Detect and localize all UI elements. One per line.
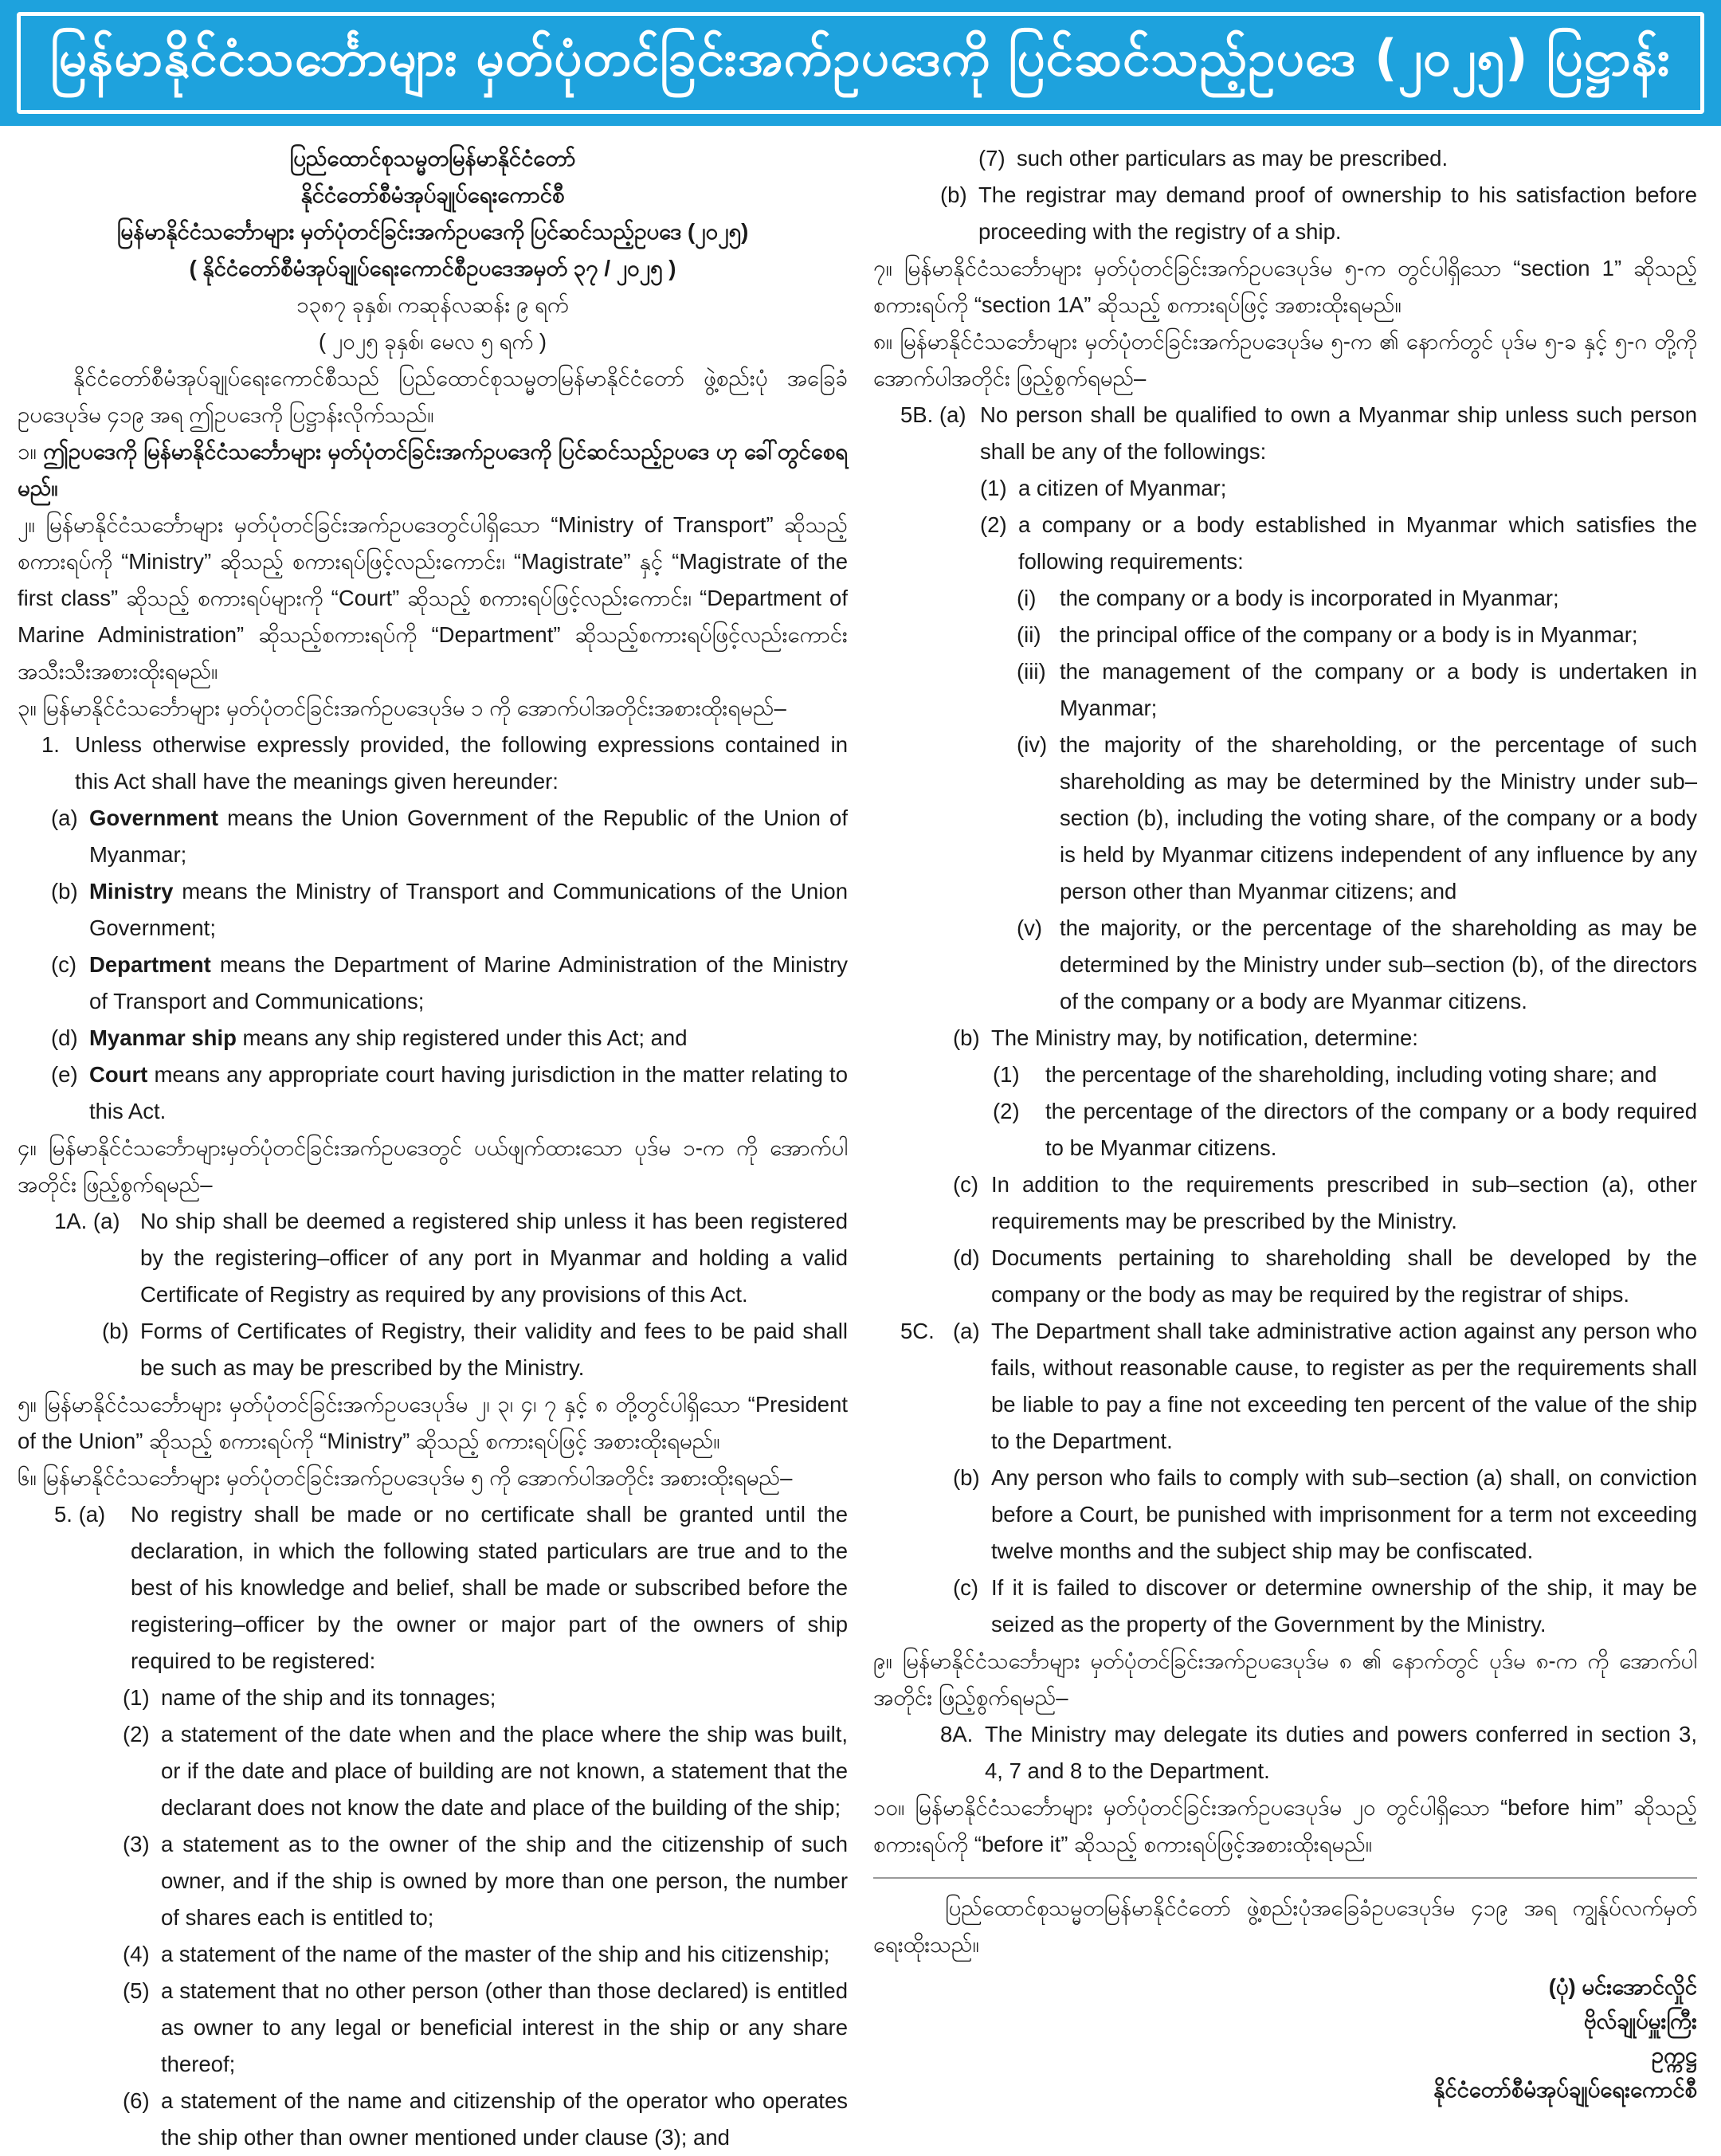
header-line-4: ( နိုင်ငံတော်စီမံအုပ်ချုပ်ရေးကောင်စီဥပဒေအမှတ် ၃၇ / ၂၀၂၅ ) <box>189 256 676 280</box>
notification-item <box>873 1056 1697 1093</box>
definition-label: (b) <box>51 879 78 904</box>
signature-rank: ဗိုလ်ချုပ်မှူးကြီး <box>1583 2009 1697 2033</box>
particular-label: (3) <box>123 1832 150 1856</box>
section-3-clause-1 <box>18 727 848 800</box>
particular-item <box>18 1936 848 1973</box>
definition-item <box>18 873 848 947</box>
section-8 <box>873 323 1697 397</box>
section-9 <box>873 1643 1697 1716</box>
clause-text: Any person who fails to comply with sub–section (a) shall, on conviction before a Court, be punished with imprisonment for a term not exceeding twelve months and the subject ship may be confiscated. <box>991 1465 1697 1563</box>
clause-label: 1. <box>41 732 60 757</box>
section-10-text: မြန်မာနိုင်ငံသင်္ဘောများ မှတ်ပုံတင်ခြင်းအက်ဥပဒေပုဒ်မ ၂၀ တွင်ပါရှိသော “before him” ဆိုသည့် စကားရပ်ကို “before it” ဆိုသည့် စကားရပ်ဖြင့်အစားထိုးရမည်။ <box>873 1795 1697 1856</box>
clause-label: (a) <box>953 1319 980 1343</box>
definition-label: (e) <box>51 1062 78 1087</box>
section-5c-clause-b <box>873 1460 1697 1570</box>
particular-label: (7) <box>978 146 1006 171</box>
definition-term: Court <box>89 1062 148 1087</box>
clause-text: If it is failed to discover or determine ownership of the ship, it may be seized as the property of the Government by the Ministry. <box>991 1575 1697 1637</box>
banner-title: မြန်မာနိုင်ငံသင်္ဘောများ မှတ်ပုံတင်ခြင်းအက်ဥပဒေကို ပြင်ဆင်သည့်ဥပဒေ (၂၀၂၅) ပြဋ္ဌာန်း <box>17 12 1704 114</box>
particular-item <box>18 1680 848 1716</box>
definition-body: means the Ministry of Transport and Communications of the Union Government; <box>89 879 848 940</box>
definitions-list <box>18 800 848 1130</box>
notification-item <box>873 1093 1697 1166</box>
definition-text <box>89 1056 848 1130</box>
particular-item <box>18 1826 848 1936</box>
section-10 <box>873 1789 1697 1863</box>
definition-term: Government <box>89 806 218 830</box>
particular-label: (5) <box>123 1978 150 2003</box>
clause-text: No registry shall be made or no certificate shall be granted until the declaration, in which the following stated particulars are true and to the best of his knowledge and belief, shall be made or subscribed before the registering–officer by the owner or major part of the owners of ship required to be registered: <box>131 1502 848 1673</box>
clause-label: (c) <box>953 1172 979 1197</box>
clause-label: (b) <box>953 1465 980 1490</box>
section-8-text: မြန်မာနိုင်ငံသင်္ဘောများ မှတ်ပုံတင်ခြင်းအက်ဥပဒေပုဒ်မ ၅-က ၏ နောက်တွင် ပုဒ်မ ၅-ခ နှင့် ၅-ဂ တို့ကို အောက်ပါအတိုင်း ဖြည့်စွက်ရမည်– <box>873 329 1697 390</box>
clause-label: (c) <box>953 1575 979 1600</box>
definition-text <box>89 1020 848 1056</box>
clause-text: Unless otherwise expressly provided, the following expressions contained in this Act shall have the meanings given hereunder: <box>75 732 848 794</box>
signature-block <box>873 1970 1697 2107</box>
section-5 <box>18 1386 848 1460</box>
requirement-text: the management of the company or a body is undertaken in Myanmar; <box>1060 659 1697 720</box>
definition-item <box>18 947 848 1020</box>
section-7-text: မြန်မာနိုင်ငံသင်္ဘောများ မှတ်ပုံတင်ခြင်းအက်ဥပဒေပုဒ်မ ၅-က တွင်ပါရှိသော “section 1” ဆိုသည့် စကားရပ်ကို “section 1A” ဆိုသည့် စကားရပ်ဖြင့် အစားထိုးရမည်။ <box>873 256 1697 317</box>
clause-text: The registrar may demand proof of ownership to his satisfaction before proceeding with the registry of a ship. <box>978 182 1697 244</box>
section-5c-clause-a <box>873 1313 1697 1460</box>
definition-item <box>18 1056 848 1130</box>
clause-label: 8A. <box>940 1722 974 1746</box>
definition-text <box>89 800 848 873</box>
section-10-number: ၁၀။ <box>873 1795 905 1820</box>
header-block <box>18 140 848 287</box>
item-label: (1) <box>980 476 1007 500</box>
particular-item <box>18 1716 848 1826</box>
section-7 <box>873 250 1697 323</box>
section-5-number: ၅။ <box>18 1392 37 1417</box>
definition-term: Department <box>89 952 211 977</box>
definition-item <box>18 800 848 873</box>
definition-label: (a) <box>51 806 78 830</box>
clause-text: The Ministry may, by notification, determine: <box>991 1025 1418 1050</box>
requirement-text: the principal office of the company or a body is in Myanmar; <box>1060 622 1638 647</box>
clause-label: (b) <box>940 182 967 207</box>
section-5c-label: 5C. <box>900 1319 935 1343</box>
title-banner <box>0 0 1721 126</box>
header-line-2: နိုင်ငံတော်စီမံအုပ်ချုပ်ရေးကောင်စီ <box>300 182 565 207</box>
requirement-item <box>873 617 1697 653</box>
clause-text: The Ministry may delegate its duties and powers conferred in section 3, 4, 7 and 8 to the Department. <box>985 1722 1697 1783</box>
requirements-list <box>873 580 1697 1020</box>
signature-title: ဥက္ကဋ္ဌ <box>1651 2043 1697 2068</box>
section-1 <box>18 433 848 507</box>
definition-item <box>18 1020 848 1056</box>
notification-label: (1) <box>993 1062 1020 1087</box>
section-5-text: မြန်မာနိုင်ငံသင်္ဘောများ မှတ်ပုံတင်ခြင်းအက်ဥပဒေပုဒ်မ ၂၊ ၃၊ ၄၊ ၇ နှင့် ၈ တို့တွင်ပါရှိသော “President of the Union” ဆိုသည့် စကားရပ်ကို “Ministry” ဆိုသည့် စကားရပ်ဖြင့် အစားထိုးရမည်။ <box>18 1392 849 1453</box>
notification-text: the percentage of the directors of the company or a body required to be Myanmar citizens. <box>1045 1099 1697 1160</box>
section-9-text: မြန်မာနိုင်ငံသင်္ဘောများ မှတ်ပုံတင်ခြင်းအက်ဥပဒေပုဒ်မ ၈ ၏ နောက်တွင် ပုဒ်မ ၈-က ကို အောက်ပါအတိုင်း ဖြည့်စွက်ရမည်– <box>873 1648 1697 1710</box>
particular-text: a statement that no other person (other than those declared) is entitled as owner to any legal or beneficial interest in the ship or any share thereof; <box>161 1978 848 2076</box>
particular-text: a statement of the name and citizenship of the operator who operates the ship other than owner mentioned under clause (3); and <box>161 2088 848 2150</box>
clause-label: (d) <box>953 1245 980 1270</box>
particular-label: (6) <box>123 2088 150 2113</box>
item-label: (2) <box>980 512 1007 537</box>
section-3-number: ၃။ <box>18 696 37 720</box>
requirement-text: the majority of the shareholding, or the percentage of such shareholding as may be determined by the Ministry under sub–section (b), including the voting share, of the company or a body is held by Myanmar citizens independent of any influence by any person other than Myanmar citizens; and <box>1060 732 1697 904</box>
clause-label: 5. (a) <box>54 1502 106 1527</box>
section-6-number: ၆။ <box>18 1465 37 1490</box>
definition-body: means the Department of Marine Administration of the Ministry of Transport and Communications; <box>89 952 848 1013</box>
particular-item <box>18 2083 848 2156</box>
requirement-item <box>873 727 1697 910</box>
particular-label: (4) <box>123 1942 150 1966</box>
section-5b-clause-b <box>873 1020 1697 1056</box>
requirement-label: (ii) <box>1017 622 1041 647</box>
date-block <box>18 287 848 360</box>
section-5-clause-b <box>873 177 1697 250</box>
definition-body: means any appropriate court having jurisdiction in the matter relating to this Act. <box>89 1062 848 1123</box>
section-3-text: မြန်မာနိုင်ငံသင်္ဘောများ မှတ်ပုံတင်ခြင်းအက်ဥပဒေပုဒ်မ ၁ ကို အောက်ပါအတိုင်းအစားထိုးရမည်– <box>42 696 786 720</box>
section-7-number: ၇။ <box>873 256 892 280</box>
section-4-clause-1b <box>18 1313 848 1386</box>
requirement-item <box>873 653 1697 727</box>
clause-text: In addition to the requirements prescribed in sub–section (a), other requirements may be prescribed by the Ministry. <box>991 1172 1697 1233</box>
particular-text: a statement as to the owner of the ship and the citizenship of such owner, and if the ship is owned by more than one person, the number of shares each is entitled to; <box>161 1832 848 1930</box>
section-5b-item-1 <box>873 470 1697 507</box>
section-1-number: ၁။ <box>18 439 37 464</box>
section-8a-clause <box>873 1716 1697 1789</box>
section-1-text: ဤဥပဒေကို မြန်မာနိုင်ငံသင်္ဘောများ မှတ်ပုံတင်ခြင်းအက်ဥပဒေကို ပြင်ဆင်သည့်ဥပဒေ ဟု ခေါ်တွင်စေရမည်။ <box>18 439 848 500</box>
clause-label: 5B. (a) <box>900 402 966 427</box>
clause-label: (b) <box>953 1025 980 1050</box>
clause-text: Forms of Certificates of Registry, their validity and fees to be paid shall be such as may be prescribed by the Ministry. <box>140 1319 848 1380</box>
intro-paragraph: နိုင်ငံတော်စီမံအုပ်ချုပ်ရေးကောင်စီသည် ပြည်ထောင်စုသမ္မတမြန်မာနိုင်ငံတော် ဖွဲ့စည်းပုံ အခြေခံဥပဒေပုဒ်မ ၄၁၉ အရ ဤဥပဒေကို ပြဋ္ဌာန်းလိုက်သည်။ <box>18 366 848 427</box>
section-5c-clause-c <box>873 1570 1697 1643</box>
clause-text: Documents pertaining to shareholding shall be developed by the company or the body as may be required by the registrar of ships. <box>991 1245 1697 1307</box>
section-2-text: မြန်မာနိုင်ငံသင်္ဘောများ မှတ်ပုံတင်ခြင်းအက်ဥပဒေတွင်ပါရှိသော “Ministry of Transport” ဆိုသည့် စကားရပ်ကို “Ministry” ဆိုသည့် စကားရပ်ဖြင့်လည်းကောင်း၊ “Magistrate” နှင့် “Magistrate of the first class” ဆိုသည့် စကားရပ်များကို “Court” ဆိုသည့် စကားရပ်ဖြင့်လည်းကောင်း၊ “Department of Marine Administration” ဆိုသည့်စကားရပ်ကို “Department” ဆိုသည့်စကားရပ်ဖြင့်လည်းကောင်း အသီးသီးအစားထိုးရမည်။ <box>18 512 848 684</box>
section-4-text: မြန်မာနိုင်ငံသင်္ဘောများမှတ်ပုံတင်ခြင်းအက်ဥပဒေတွင် ပယ်ဖျက်ထားသော ပုဒ်မ ၁-က ကို အောက်ပါအတိုင်း ဖြည့်စွက်ရမည်– <box>18 1135 848 1197</box>
section-4 <box>18 1130 848 1203</box>
left-column <box>18 140 848 2156</box>
notification-label: (2) <box>993 1099 1020 1123</box>
requirement-item <box>873 910 1697 1020</box>
definition-label: (d) <box>51 1025 78 1050</box>
particular-text: such other particulars as may be prescribed. <box>1017 146 1449 171</box>
right-column <box>873 140 1697 2107</box>
particular-text: a statement of the date when and the place where the ship was built, or if the date and place of building are not known, a statement that the declarant does not know the date and place of the building of the ship; <box>161 1722 848 1820</box>
section-8-number: ၈။ <box>873 329 893 354</box>
requirement-item <box>873 580 1697 617</box>
header-line-1: ပြည်ထောင်စုသမ္မတမြန်မာနိုင်ငံတော် <box>289 146 576 171</box>
definition-label: (c) <box>51 952 77 977</box>
section-5b-clause-d <box>873 1240 1697 1313</box>
requirement-label: (iii) <box>1017 659 1046 684</box>
section-3 <box>18 690 848 727</box>
section-9-number: ၉။ <box>873 1648 892 1673</box>
definition-term: Myanmar ship <box>89 1025 237 1050</box>
header-line-6: ( ၂၀၂၅ ခုနှစ်၊ မေလ ၅ ရက် ) <box>318 329 547 354</box>
signature-council: နိုင်ငံတော်စီမံအုပ်ချုပ်ရေးကောင်စီ <box>1433 2077 1697 2102</box>
particular-label: (1) <box>123 1685 150 1710</box>
clause-text: No person shall be qualified to own a Myanmar ship unless such person shall be any of the followings: <box>980 402 1697 464</box>
section-5b-item-2 <box>873 507 1697 580</box>
particulars-list <box>18 1680 848 2156</box>
header-line-5: ၁၃၈၇ ခုနှစ်၊ ကဆုန်လဆန်း ၉ ရက် <box>296 292 569 317</box>
header-line-3: မြန်မာနိုင်ငံသင်္ဘောများ မှတ်ပုံတင်ခြင်းအက်ဥပဒေကို ပြင်ဆင်သည့်ဥပဒေ (၂၀၂၅) <box>116 219 749 244</box>
section-2 <box>18 507 848 690</box>
particular-item <box>18 1973 848 2083</box>
section-4-clause-1a <box>18 1203 848 1313</box>
section-5b-clause-c <box>873 1166 1697 1240</box>
particular-text: name of the ship and its tonnages; <box>161 1685 496 1710</box>
section-2-number: ၂။ <box>18 512 35 537</box>
definition-term: Ministry <box>89 879 174 904</box>
requirement-label: (v) <box>1017 915 1043 940</box>
section-5b-clause-a <box>873 397 1697 470</box>
definition-body: means the Union Government of the Republic of the Union of Myanmar; <box>89 806 848 867</box>
section-6-text: မြန်မာနိုင်ငံသင်္ဘောများ မှတ်ပုံတင်ခြင်းအက်ဥပဒေပုဒ်မ ၅ ကို အောက်ပါအတိုင်း အစားထိုးရမည်– <box>42 1465 793 1490</box>
section-6-clause-5a <box>18 1496 848 1680</box>
section-4-number: ၄။ <box>18 1135 37 1160</box>
requirement-text: the company or a body is incorporated in Myanmar; <box>1060 586 1559 610</box>
closing-statement: ပြည်ထောင်စုသမ္မတမြန်မာနိုင်ငံတော် ဖွဲ့စည်းပုံအခြေခံဥပဒေပုဒ်မ ၄၁၉ အရ ကျွန်ုပ်လက်မှတ် ရေးထိုးသည်။ <box>873 1895 1697 1957</box>
particular-text: a statement of the name of the master of the ship and his citizenship; <box>161 1942 830 1966</box>
definition-text <box>89 873 848 947</box>
requirement-label: (i) <box>1017 586 1037 610</box>
particular-item-7 <box>873 140 1697 177</box>
requirement-label: (iv) <box>1017 732 1048 757</box>
requirement-text: the majority, or the percentage of the shareholding as may be determined by the Ministry under sub–section (b), of the directors of the company or a body are Myanmar citizens. <box>1060 915 1697 1013</box>
particular-label: (2) <box>123 1722 150 1746</box>
definition-text <box>89 947 848 1020</box>
clause-text: The Department shall take administrative action against any person who fails, without reasonable cause, to register as per the requirements shall be liable to pay a fine not exceeding ten percent of the value of the ship to the Department. <box>991 1319 1697 1453</box>
clause-text: No ship shall be deemed a registered ship unless it has been registered by the registering–officer of any port in Myanmar and holding a valid Certificate of Registry as required by any provisions of this Act. <box>140 1209 848 1307</box>
clause-label: (b) <box>102 1319 129 1343</box>
item-text: a company or a body established in Myanmar which satisfies the following requirements: <box>1018 512 1697 574</box>
clause-label: 1A. (a) <box>54 1209 120 1233</box>
signature-name: (ပုံ) မင်းအောင်လှိုင် <box>1548 1974 1697 1999</box>
definition-body: means any ship registered under this Act; and <box>236 1025 688 1050</box>
closing-divider <box>873 1877 1697 1879</box>
item-text: a citizen of Myanmar; <box>1018 476 1227 500</box>
section-6 <box>18 1460 848 1496</box>
notification-text: the percentage of the shareholding, including voting share; and <box>1045 1062 1657 1087</box>
